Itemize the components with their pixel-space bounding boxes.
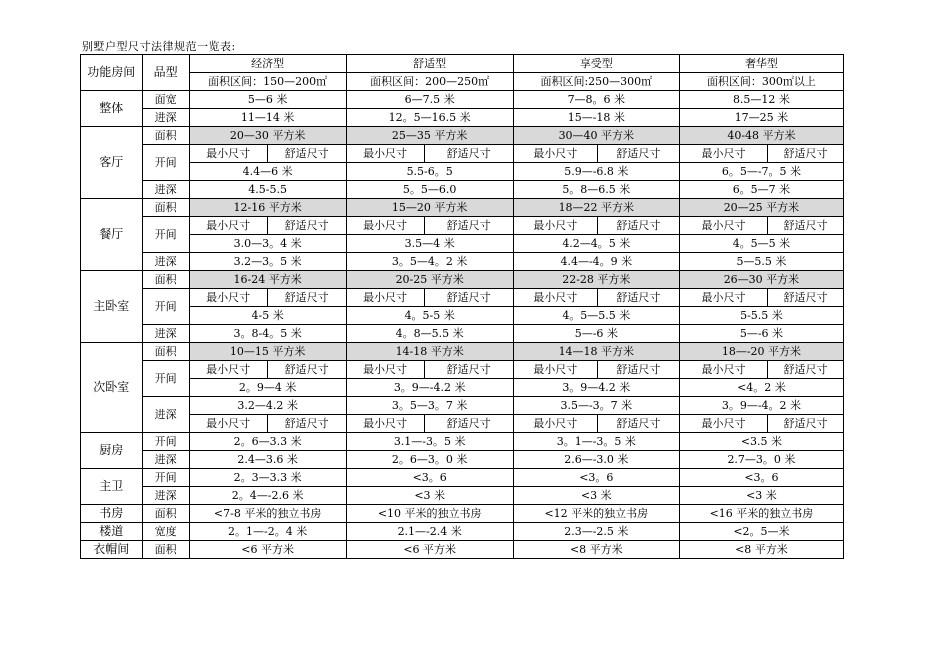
min-size-label: 最小尺寸 bbox=[189, 145, 267, 163]
value-cell: 3。5—3。7 米 bbox=[346, 397, 513, 415]
comfort-size-label: 舒适尺寸 bbox=[267, 361, 346, 379]
area-cell: 14—18 平方米 bbox=[513, 343, 679, 361]
table-row bbox=[81, 271, 844, 289]
value-cell: 5—-6 米 bbox=[679, 325, 843, 343]
min-size-label: 最小尺寸 bbox=[513, 145, 597, 163]
value-cell: <10 平米的独立书房 bbox=[346, 505, 513, 523]
table-row bbox=[81, 235, 844, 253]
value-cell: 12。5—16.5 米 bbox=[346, 109, 513, 127]
value-cell: 3。9—4.2 米 bbox=[513, 379, 679, 397]
comfort-size-label: 舒适尺寸 bbox=[424, 217, 513, 235]
value-cell: <2。5—米 bbox=[679, 523, 843, 541]
value-cell: 3.1—-3。5 米 bbox=[346, 433, 513, 451]
item-label: 进深 bbox=[142, 451, 189, 469]
comfort-size-label: 舒适尺寸 bbox=[597, 289, 679, 307]
item-label: 开间 bbox=[142, 145, 189, 181]
comfort-size-label: 舒适尺寸 bbox=[597, 145, 679, 163]
room-label: 衣帽间 bbox=[81, 541, 143, 559]
value-cell: 3。5—4。2 米 bbox=[346, 253, 513, 271]
header-range-row bbox=[81, 73, 844, 91]
comfort-size-label: 舒适尺寸 bbox=[424, 415, 513, 433]
value-cell: 3。9—-4.2 米 bbox=[346, 379, 513, 397]
table-row bbox=[81, 379, 844, 397]
item-label: 面积 bbox=[142, 343, 189, 361]
value-cell: 2。6—3。0 米 bbox=[346, 451, 513, 469]
min-size-label: 最小尺寸 bbox=[679, 145, 767, 163]
min-size-label: 最小尺寸 bbox=[189, 361, 267, 379]
value-cell: 3.5—-3。7 米 bbox=[513, 397, 679, 415]
value-cell: 5-5.5 米 bbox=[679, 307, 843, 325]
item-label: 开间 bbox=[142, 361, 189, 397]
table-row bbox=[81, 523, 844, 541]
table-row bbox=[81, 361, 844, 379]
tier-range: 面积区间：300㎡以上 bbox=[679, 73, 843, 91]
value-cell: 5.5-6。5 bbox=[346, 163, 513, 181]
value-cell: 2.3—-2.5 米 bbox=[513, 523, 679, 541]
value-cell: 4。8—5.5 米 bbox=[346, 325, 513, 343]
min-size-label: 最小尺寸 bbox=[189, 217, 267, 235]
item-label: 进深 bbox=[142, 253, 189, 271]
item-label: 面积 bbox=[142, 505, 189, 523]
table-row bbox=[81, 109, 844, 127]
room-label: 餐厅 bbox=[81, 199, 143, 271]
value-cell: 2.4—3.6 米 bbox=[189, 451, 346, 469]
value-cell: <3。6 bbox=[346, 469, 513, 487]
table-row bbox=[81, 325, 844, 343]
min-size-label: 最小尺寸 bbox=[346, 415, 424, 433]
area-cell: 25—35 平方米 bbox=[346, 127, 513, 145]
item-label: 开间 bbox=[142, 469, 189, 487]
value-cell: 17—25 米 bbox=[679, 109, 843, 127]
comfort-size-label: 舒适尺寸 bbox=[597, 415, 679, 433]
comfort-size-label: 舒适尺寸 bbox=[768, 289, 844, 307]
comfort-size-label: 舒适尺寸 bbox=[424, 289, 513, 307]
area-cell: 20—25 平方米 bbox=[679, 199, 843, 217]
table-row bbox=[81, 433, 844, 451]
table-row bbox=[81, 127, 844, 145]
value-cell: 8.5—12 米 bbox=[679, 91, 843, 109]
area-cell: 14-18 平方米 bbox=[346, 343, 513, 361]
comfort-size-label: 舒适尺寸 bbox=[768, 145, 844, 163]
table-row bbox=[81, 199, 844, 217]
value-cell: <4。2 米 bbox=[679, 379, 843, 397]
tier-range: 面积区间：200—250㎡ bbox=[346, 73, 513, 91]
room-label: 楼道 bbox=[81, 523, 143, 541]
table-row bbox=[81, 397, 844, 415]
min-size-label: 最小尺寸 bbox=[346, 289, 424, 307]
comfort-size-label: 舒适尺寸 bbox=[267, 145, 346, 163]
value-cell: 4。5-5 米 bbox=[346, 307, 513, 325]
item-label: 面积 bbox=[142, 127, 189, 145]
room-label: 主卧室 bbox=[81, 271, 143, 343]
value-cell: 6。5—7 米 bbox=[679, 181, 843, 199]
value-cell: 4.2—4。5 米 bbox=[513, 235, 679, 253]
value-cell: 2。1—-2。4 米 bbox=[189, 523, 346, 541]
min-size-label: 最小尺寸 bbox=[513, 415, 597, 433]
value-cell: 3.2—4.2 米 bbox=[189, 397, 346, 415]
min-size-label: 最小尺寸 bbox=[679, 415, 767, 433]
tier-name: 舒适型 bbox=[346, 55, 513, 73]
value-cell: <3。6 bbox=[513, 469, 679, 487]
value-cell: 5。5—6.0 bbox=[346, 181, 513, 199]
area-cell: 40-48 平方米 bbox=[679, 127, 843, 145]
area-cell: 22-28 平方米 bbox=[513, 271, 679, 289]
value-cell: <7-8 平米的独立书房 bbox=[189, 505, 346, 523]
tier-name: 奢华型 bbox=[679, 55, 843, 73]
table-row bbox=[81, 289, 844, 307]
item-label: 面宽 bbox=[142, 91, 189, 109]
comfort-size-label: 舒适尺寸 bbox=[597, 217, 679, 235]
value-cell: 4。5—5 米 bbox=[679, 235, 843, 253]
min-size-label: 最小尺寸 bbox=[346, 145, 424, 163]
value-cell: 15—-18 米 bbox=[513, 109, 679, 127]
min-size-label: 最小尺寸 bbox=[189, 415, 267, 433]
value-cell: 2。3—3.3 米 bbox=[189, 469, 346, 487]
item-label: 面积 bbox=[142, 199, 189, 217]
area-cell: 12-16 平方米 bbox=[189, 199, 346, 217]
comfort-size-label: 舒适尺寸 bbox=[267, 217, 346, 235]
header-row bbox=[81, 55, 844, 73]
comfort-size-label: 舒适尺寸 bbox=[597, 361, 679, 379]
value-cell: 11—14 米 bbox=[189, 109, 346, 127]
comfort-size-label: 舒适尺寸 bbox=[768, 361, 844, 379]
min-size-label: 最小尺寸 bbox=[346, 217, 424, 235]
area-cell: 20-25 平方米 bbox=[346, 271, 513, 289]
area-cell: 18—22 平方米 bbox=[513, 199, 679, 217]
room-label: 主卫 bbox=[81, 469, 143, 505]
table-row bbox=[81, 91, 844, 109]
value-cell: 2。4—-2.6 米 bbox=[189, 487, 346, 505]
value-cell: 3.0—3。4 米 bbox=[189, 235, 346, 253]
value-cell: 2。6—3.3 米 bbox=[189, 433, 346, 451]
room-label: 客厅 bbox=[81, 127, 143, 199]
value-cell: 3。8-4。5 米 bbox=[189, 325, 346, 343]
comfort-size-label: 舒适尺寸 bbox=[267, 415, 346, 433]
header-item: 品型 bbox=[142, 55, 189, 91]
value-cell: <8 平方米 bbox=[513, 541, 679, 559]
table-row bbox=[81, 487, 844, 505]
value-cell: 4.5-5.5 bbox=[189, 181, 346, 199]
value-cell: 5.9—-6.8 米 bbox=[513, 163, 679, 181]
value-cell: 6。5—-7。5 米 bbox=[679, 163, 843, 181]
value-cell: 3。9—-4。2 米 bbox=[679, 397, 843, 415]
table-row bbox=[81, 451, 844, 469]
value-cell: 2.6—-3.0 米 bbox=[513, 451, 679, 469]
value-cell: 5—5.5 米 bbox=[679, 253, 843, 271]
item-label: 开间 bbox=[142, 289, 189, 325]
value-cell: 2。9—4 米 bbox=[189, 379, 346, 397]
comfort-size-label: 舒适尺寸 bbox=[768, 415, 844, 433]
value-cell: 4.4—6 米 bbox=[189, 163, 346, 181]
area-cell: 30—40 平方米 bbox=[513, 127, 679, 145]
min-size-label: 最小尺寸 bbox=[679, 361, 767, 379]
item-label: 进深 bbox=[142, 397, 189, 433]
tier-name: 享受型 bbox=[513, 55, 679, 73]
value-cell: <6 平方米 bbox=[189, 541, 346, 559]
room-label: 次卧室 bbox=[81, 343, 143, 433]
area-cell: 15—20 平方米 bbox=[346, 199, 513, 217]
value-cell: <3。6 bbox=[679, 469, 843, 487]
min-size-label: 最小尺寸 bbox=[513, 361, 597, 379]
value-cell: <3 米 bbox=[346, 487, 513, 505]
table-row bbox=[81, 415, 844, 433]
room-label: 书房 bbox=[81, 505, 143, 523]
area-cell: 16-24 平方米 bbox=[189, 271, 346, 289]
room-label: 厨房 bbox=[81, 433, 143, 469]
value-cell: 5。8—6.5 米 bbox=[513, 181, 679, 199]
comfort-size-label: 舒适尺寸 bbox=[768, 217, 844, 235]
area-cell: 20—30 平方米 bbox=[189, 127, 346, 145]
room-label: 整体 bbox=[81, 91, 143, 127]
item-label: 进深 bbox=[142, 487, 189, 505]
value-cell: 7—8。6 米 bbox=[513, 91, 679, 109]
item-label: 开间 bbox=[142, 217, 189, 253]
comfort-size-label: 舒适尺寸 bbox=[267, 289, 346, 307]
value-cell: 6—7.5 米 bbox=[346, 91, 513, 109]
villa-size-table bbox=[80, 54, 844, 559]
min-size-label: 最小尺寸 bbox=[513, 289, 597, 307]
value-cell: 2.1—-2.4 米 bbox=[346, 523, 513, 541]
value-cell: 4.4—-4。9 米 bbox=[513, 253, 679, 271]
item-label: 面积 bbox=[142, 541, 189, 559]
min-size-label: 最小尺寸 bbox=[513, 217, 597, 235]
value-cell: 5—6 米 bbox=[189, 91, 346, 109]
value-cell: 2.7—3。0 米 bbox=[679, 451, 843, 469]
table-row bbox=[81, 343, 844, 361]
min-size-label: 最小尺寸 bbox=[346, 361, 424, 379]
value-cell: <12 平米的独立书房 bbox=[513, 505, 679, 523]
area-cell: 26—30 平方米 bbox=[679, 271, 843, 289]
value-cell: 3.2—3。5 米 bbox=[189, 253, 346, 271]
table-row bbox=[81, 307, 844, 325]
value-cell: 3。1—-3。5 米 bbox=[513, 433, 679, 451]
value-cell: 4-5 米 bbox=[189, 307, 346, 325]
value-cell: 4。5—5.5 米 bbox=[513, 307, 679, 325]
item-label: 进深 bbox=[142, 181, 189, 199]
item-label: 开间 bbox=[142, 433, 189, 451]
item-label: 宽度 bbox=[142, 523, 189, 541]
area-cell: 10—15 平方米 bbox=[189, 343, 346, 361]
value-cell: <3 米 bbox=[679, 487, 843, 505]
comfort-size-label: 舒适尺寸 bbox=[424, 145, 513, 163]
min-size-label: 最小尺寸 bbox=[679, 217, 767, 235]
tier-range: 面积区间:250—300㎡ bbox=[513, 73, 679, 91]
item-label: 进深 bbox=[142, 109, 189, 127]
value-cell: <16 平米的独立书房 bbox=[679, 505, 843, 523]
tier-range: 面积区间：150—200㎡ bbox=[189, 73, 346, 91]
value-cell: 5—-6 米 bbox=[513, 325, 679, 343]
min-size-label: 最小尺寸 bbox=[679, 289, 767, 307]
comfort-size-label: 舒适尺寸 bbox=[424, 361, 513, 379]
item-label: 进深 bbox=[142, 325, 189, 343]
table-row bbox=[81, 505, 844, 523]
tier-name: 经济型 bbox=[189, 55, 346, 73]
page-title: 别墅户型尺寸法律规范一览表: bbox=[82, 40, 236, 53]
area-cell: 18—-20 平方米 bbox=[679, 343, 843, 361]
table-row bbox=[81, 145, 844, 163]
item-label: 面积 bbox=[142, 271, 189, 289]
table-row bbox=[81, 217, 844, 235]
table-row bbox=[81, 541, 844, 559]
header-room: 功能房间 bbox=[81, 55, 143, 91]
value-cell: <3.5 米 bbox=[679, 433, 843, 451]
table-row bbox=[81, 181, 844, 199]
min-size-label: 最小尺寸 bbox=[189, 289, 267, 307]
value-cell: 3.5—4 米 bbox=[346, 235, 513, 253]
value-cell: <8 平方米 bbox=[679, 541, 843, 559]
table-row bbox=[81, 469, 844, 487]
value-cell: <6 平方米 bbox=[346, 541, 513, 559]
table-row bbox=[81, 253, 844, 271]
table-row bbox=[81, 163, 844, 181]
value-cell: <3 米 bbox=[513, 487, 679, 505]
